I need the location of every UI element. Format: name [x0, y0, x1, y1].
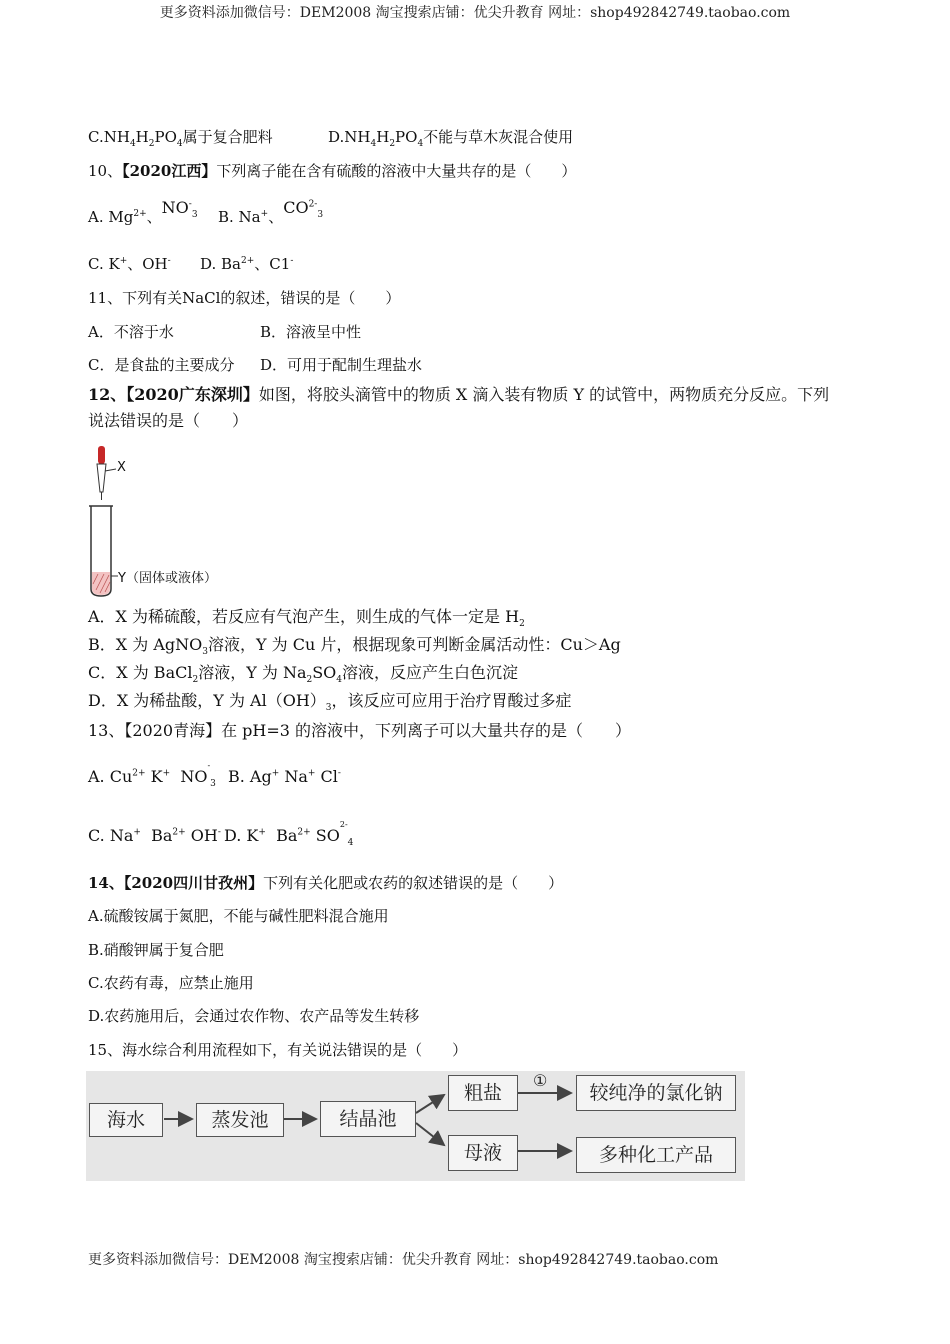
q11-option-d: D．可用于配制生理盐水: [260, 356, 423, 374]
q13-option-c: C. Na+ $Ba^{2+}$ OH-: [88, 826, 221, 845]
flow-box-chemical-products: 多种化工产品: [576, 1137, 736, 1173]
q9-option-c: $C.NH_4H_2PO_4$属于复合肥料: [88, 128, 273, 149]
q11-option-b: B．溶液呈中性: [260, 323, 362, 341]
q14-option-c: C.农药有毒，应禁止施用: [88, 974, 254, 992]
q15-stem: 15、海水综合利用流程如下，有关说法错误的是（ ）: [88, 1041, 468, 1059]
q11-option-c: C．是食盐的主要成分: [88, 356, 235, 374]
q13-options-ab: [88, 761, 341, 790]
q14-option-b: B.硝酸钾属于复合肥: [88, 941, 224, 959]
q13-options-cd: [88, 820, 354, 849]
q10-options-cd: [88, 254, 294, 274]
page-header: 更多资料添加微信号：DEM2008 淘宝搜索店铺：优尖升教育 网址：shop492842749.taobao.com: [159, 5, 791, 21]
q10-options-ab: [88, 198, 324, 227]
label-x: X: [117, 460, 126, 475]
q10-option-c: C. K+、OH-: [88, 255, 171, 273]
q10-option-b: B. Na+、$CO^{2-}_3$: [218, 198, 324, 226]
q14-option-d: D.农药施用后，会通过农作物、农产品等发生转移: [88, 1007, 420, 1025]
q13-option-d: D. K+ $Ba^{2+}$ $SO^{2-}_4$: [224, 820, 354, 849]
dropper-tube: [97, 464, 106, 492]
seawater-flowchart: [86, 1071, 745, 1181]
q13-option-b: B. Ag+ Na+ Cl-: [228, 767, 341, 786]
q12-option-d: D．X 为稀盐酸，Y 为 $Al(OH)_3$，该反应可应用于治疗胃酸过多症: [88, 691, 572, 714]
q11-stem: 11、下列有关NaCl的叙述，错误的是（ ）: [88, 289, 401, 307]
dropper-bulb: [98, 446, 105, 464]
q12-option-b: B．X 为 AgNO$_3$溶液，Y 为 Cu 片，根据现象可判断金属活动性：Cu＞Ag: [88, 635, 621, 658]
q9-option-d: $D.NH_4H_2PO_4$不能与草木灰混合使用: [328, 128, 574, 149]
flow-box-seawater: 海水: [89, 1103, 163, 1137]
flow-box-mother-liquor: 母液: [448, 1135, 518, 1171]
q13-option-a: A. $Cu^{2+}$ K+ $NO^-_3$: [88, 761, 216, 790]
q11-option-a: A．不溶于水: [88, 323, 174, 341]
flow-box-pure-nacl: 较纯净的氯化钠: [576, 1075, 736, 1111]
q12-stem-line2: 说法错误的是（ ）: [88, 411, 249, 430]
q11-options-cd: [88, 355, 423, 375]
q14-option-a: A.硫酸铵属于氮肥，不能与碱性肥料混合施用: [88, 907, 389, 925]
q13-stem: 13、【2020青海】在 pH=3 的溶液中，下列离子可以大量共存的是（ ）: [88, 721, 632, 740]
q11-options-ab: [88, 322, 362, 342]
q10-option-d: D. $Ba^{2+}$、C1-: [200, 255, 294, 273]
q12-stem: 12、【2020广东深圳】如图，将胶头滴管中的物质 X 滴入装有物质 Y 的试管中，两物质充分反应。下列: [88, 385, 830, 404]
flow-step-1: ①: [533, 1071, 548, 1090]
q12-option-c: C．X 为 BaCl$_2$溶液，Y 为 $Na_2SO_4$溶液，反应产生白色沉淀: [88, 663, 519, 686]
q12-option-a: A．X 为稀硫酸，若反应有气泡产生，则生成的气体一定是 $H_2$: [88, 607, 525, 630]
flow-box-crystallization: 结晶池: [320, 1101, 416, 1137]
q10-option-a: A. $Mg^{2+}$、$NO^-_3$: [88, 198, 198, 226]
label-y: Y（固体或液体）: [118, 571, 217, 586]
dropper-test-tube-figure: [86, 444, 236, 604]
q14-stem: 14、【2020四川甘孜州】下列有关化肥或农药的叙述错误的是（ ）: [88, 874, 564, 892]
page-footer: 更多资料添加微信号：DEM2008 淘宝搜索店铺：优尖升教育 网址：shop492842749.taobao.com: [88, 1252, 719, 1268]
x-leader-line: [105, 469, 116, 471]
q10-stem: 10、【2020江西】下列离子能在含有硫酸的溶液中大量共存的是（ ）: [88, 162, 577, 180]
flow-box-crude-salt: 粗盐: [448, 1075, 518, 1111]
flow-box-evaporation: 蒸发池: [196, 1103, 284, 1137]
q9-options: [88, 127, 574, 149]
